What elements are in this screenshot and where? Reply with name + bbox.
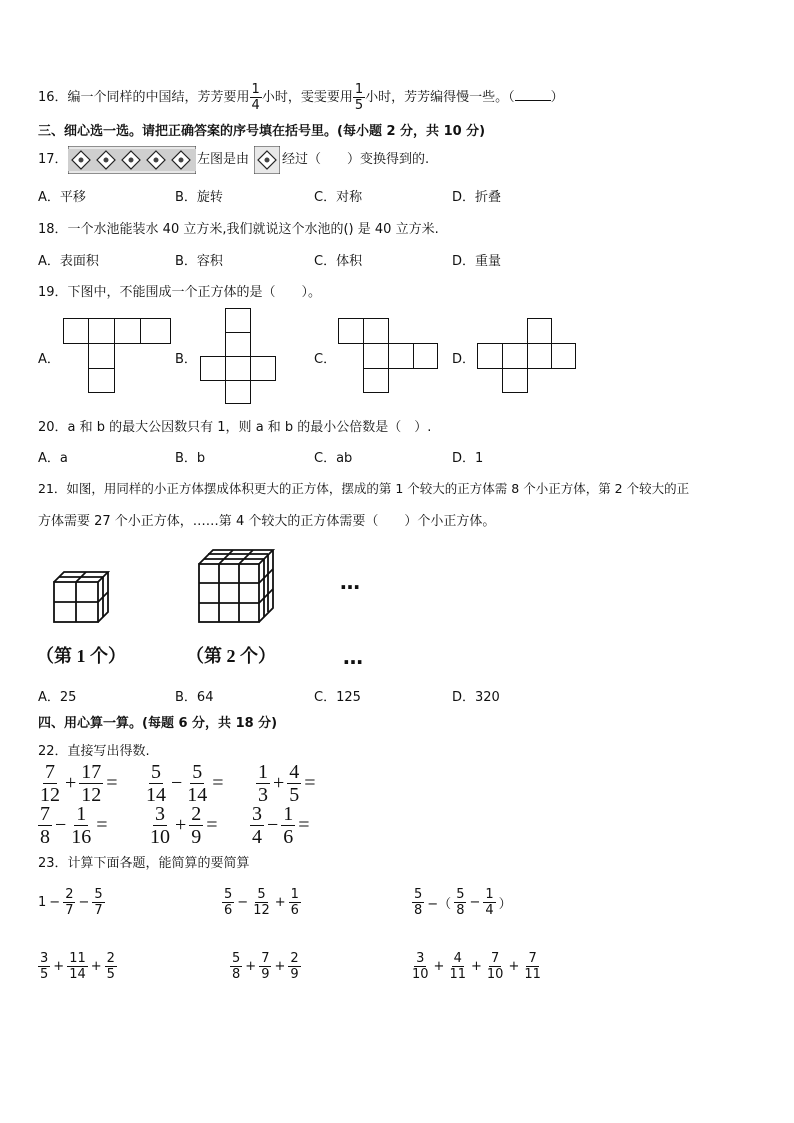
q19-label-a[interactable]: A． <box>38 352 60 367</box>
q21-option-d[interactable]: D．320 <box>452 690 500 705</box>
q21-option-c[interactable]: C．125 <box>314 690 361 705</box>
cube-dots-bottom: … <box>343 645 363 669</box>
fraction: $\frac{1}{5}$ <box>354 82 364 113</box>
q20-option-a[interactable]: A．a <box>38 451 68 466</box>
question-22: 22．直接写出得数. <box>38 744 150 759</box>
section-3-heading: 三、细心选一选。请把正确答案的序号填在括号里。(每小题 2 分，共 10 分) <box>38 124 486 139</box>
question-23: 23．计算下面各题，能简算的要简算 <box>38 856 250 871</box>
q20-option-c[interactable]: C．ab <box>314 451 353 466</box>
q23-calc-6[interactable]: $\frac{3}{10}$ + $\frac{4}{11}$ + $\frac{7}{10}$ + $\frac{7}{11}$ <box>412 951 541 982</box>
q22-expr-4[interactable]: $\frac{7}{8}$ − $\frac{1}{16}$ = <box>40 803 108 848</box>
q22-expr-5[interactable]: $\frac{3}{10}$ + $\frac{2}{9}$ = <box>150 803 218 848</box>
question-17: 17． <box>38 152 68 167</box>
question-21-line-2: 方体需要 27 个小正方体，……第 4 个较大的正方体需要（ ）个小正方体。 <box>38 514 496 529</box>
cube-2x2x2-image <box>50 568 110 626</box>
q22-expr-1[interactable]: $\frac{7}{12}$ + $\frac{17}{12}$ = <box>40 761 118 806</box>
q21-option-a[interactable]: A．25 <box>38 690 77 705</box>
q18-option-c[interactable]: C．体积 <box>314 254 363 269</box>
q20-option-d[interactable]: D．1 <box>452 451 484 466</box>
q18-option-d[interactable]: D．重量 <box>452 254 502 269</box>
q21-option-b[interactable]: B．64 <box>175 690 214 705</box>
q22-expr-3[interactable]: $\frac{1}{3}$ + $\frac{4}{5}$ = <box>258 761 316 806</box>
question-20: 20．a 和 b 的最大公因数只有 1，则 a 和 b 的最小公倍数是（ ）. <box>38 420 432 435</box>
q17-option-b[interactable]: B．旋转 <box>175 190 223 205</box>
pattern-strip-image <box>68 146 196 174</box>
q19-label-c[interactable]: C． <box>314 352 337 367</box>
q23-calc-1[interactable]: 1 − $\frac{2}{7}$ − $\frac{5}{7}$ <box>38 887 103 918</box>
question-18: 18．一个水池能装水 40 立方米,我们就说这个水池的() 是 40 立方米. <box>38 222 439 237</box>
q16-text-end: 小时，芳芳编得慢一些。（ <box>365 90 515 105</box>
question-16: 16．编一个同样的中国结，芳芳要用 $\frac{1}{4}$ 小时，雯雯要用 $\frac{1}{5}$ 小时，芳芳编得慢一些。（ ） <box>38 82 564 113</box>
q16-text-mid: 小时，雯雯要用 <box>261 90 353 105</box>
q20-option-b[interactable]: B．b <box>175 451 206 466</box>
pattern-unit-image <box>254 146 280 174</box>
q23-calc-5[interactable]: $\frac{5}{8}$ + $\frac{7}{9}$ + $\frac{2}{9}$ <box>232 951 299 982</box>
cube-3x3x3-image <box>195 546 275 626</box>
q19-label-d[interactable]: D． <box>452 352 476 367</box>
q16-text-start: 16．编一个同样的中国结，芳芳要用 <box>38 90 250 105</box>
answer-blank[interactable] <box>515 100 551 101</box>
q22-expr-2[interactable]: $\frac{5}{14}$ − $\frac{5}{14}$ = <box>146 761 224 806</box>
q18-option-a[interactable]: A．表面积 <box>38 254 99 269</box>
q17-option-a[interactable]: A．平移 <box>38 190 86 205</box>
caption-second: （第 2 个） <box>186 646 276 666</box>
q22-expr-6[interactable]: $\frac{3}{4}$ − $\frac{1}{6}$ = <box>252 803 310 848</box>
question-19: 19．下图中，不能围成一个正方体的是（ ）。 <box>38 285 322 300</box>
q19-label-b[interactable]: B． <box>175 352 197 367</box>
caption-first: （第 1 个） <box>36 646 126 666</box>
section-4-heading: 四、用心算一算。(每题 6 分，共 18 分) <box>38 716 278 731</box>
q17-option-d[interactable]: D．折叠 <box>452 190 502 205</box>
q17-option-c[interactable]: C．对称 <box>314 190 363 205</box>
q18-option-b[interactable]: B．容积 <box>175 254 223 269</box>
q17-text-a: 左图是由 <box>197 152 250 167</box>
cube-dots-top: … <box>340 570 360 594</box>
question-21-line-1: 21．如图，用同样的小正方体摆成体积更大的正方体，摆成的第 1 个较大的正方体需 8 个小正方体，第 2 个较大的正 <box>38 481 690 496</box>
q23-calc-3[interactable]: $\frac{5}{8}$ −（ $\frac{5}{8}$ − $\frac{1}{4}$ ） <box>414 887 512 918</box>
q17-text-b: 经过（ ）变换得到的. <box>282 152 430 167</box>
fraction: $\frac{1}{4}$ <box>251 82 260 113</box>
q23-calc-4[interactable]: $\frac{3}{5}$ + $\frac{11}{14}$ + $\frac{2}{5}$ <box>40 951 115 982</box>
q23-calc-2[interactable]: $\frac{5}{6}$ − $\frac{5}{12}$ + $\frac{1}{6}$ <box>224 887 299 918</box>
